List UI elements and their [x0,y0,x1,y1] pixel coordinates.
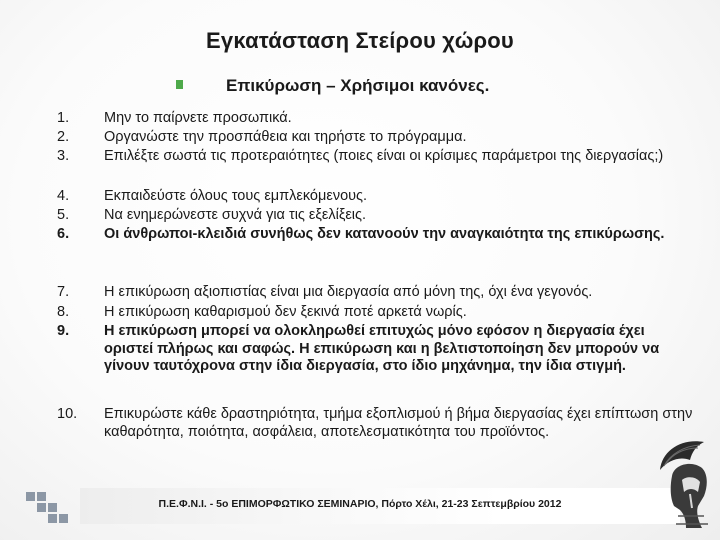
item-text: Εκπαιδεύστε όλους τους εμπλεκόμενους. [104,188,368,204]
item-text: Η επικύρωση μπορεί να ολοκληρωθεί επιτυχώς μόνο εφόσον η διεργασία έχει οριστεί πλήρως και σαφώς. Η επικύρωση και η βελτιστοποίηση δεν μπορούν να γίνουν ταυτόχρονα στην ίδια διεργασία, στο ίδιο μηχάνημα, την ίδια στιγμή. [104,323,660,374]
item-number: 8. [57,304,70,320]
slide-subtitle: Επικύρωση – Χρήσιμοι κανόνες. [226,76,490,95]
item-number: 9. [57,323,70,339]
item-number: 6. [57,226,70,242]
item-number: 4. [57,188,70,204]
item-number: 2. [57,129,70,145]
decor-square [48,514,57,523]
slide-title: Εγκατάσταση Στείρου χώρου [206,28,514,53]
footer-text: Π.Ε.Φ.Ν.Ι. - 5ο ΕΠΙΜΟΡΦΩΤΙΚΟ ΣΕΜΙΝΑΡΙΟ, Πόρτο Χέλι, 21-23 Σεπτεμβρίου 2012 [158,498,562,510]
item-number: 5. [57,207,70,223]
item-text: Η επικύρωση καθαρισμού δεν ξεκινά ποτέ αρκετά νωρίς. [104,304,467,320]
item-text: Η επικύρωση αξιοπιστίας είναι μια διεργασία από μόνη της, όχι ένα γεγονός. [104,284,593,300]
item-text: Να ενημερώνεστε συχνά για τις εξελίξεις. [104,207,367,223]
spartan-helmet-icon [652,436,716,536]
item-text: Επικυρώστε κάθε δραστηριότητα, τμήμα εξοπλισμού ή βήμα διεργασίας έχει επίπτωση στην καθαρότητα, ποιότητα, ασφάλεια, αποτελεσματικότητα του προϊόντος. [104,406,693,440]
item-text: Μην το παίρνετε προσωπικά. [104,110,292,126]
item-number: 3. [57,148,70,164]
item-number: 1. [57,110,70,126]
decor-square [26,492,35,501]
decor-square [48,503,57,512]
item-text: Οι άνθρωποι-κλειδιά συνήθως δεν κατανοούν την αναγκαιότητα της επικύρωσης. [104,226,665,242]
item-number: 10. [57,406,78,422]
subtitle-row [0,76,720,100]
bullet-square-icon [176,80,183,89]
decor-square [37,492,46,501]
item-text: Οργανώστε την προσπάθεια και τηρήστε το πρόγραμμα. [104,129,467,145]
item-number: 7. [57,284,70,300]
decor-square [59,514,68,523]
item-text: Επιλέξτε σωστά τις προτεραιότητες (ποιες είναι οι κρίσιμες παράμετροι της διεργασίας;) [104,148,664,164]
decor-square [37,503,46,512]
